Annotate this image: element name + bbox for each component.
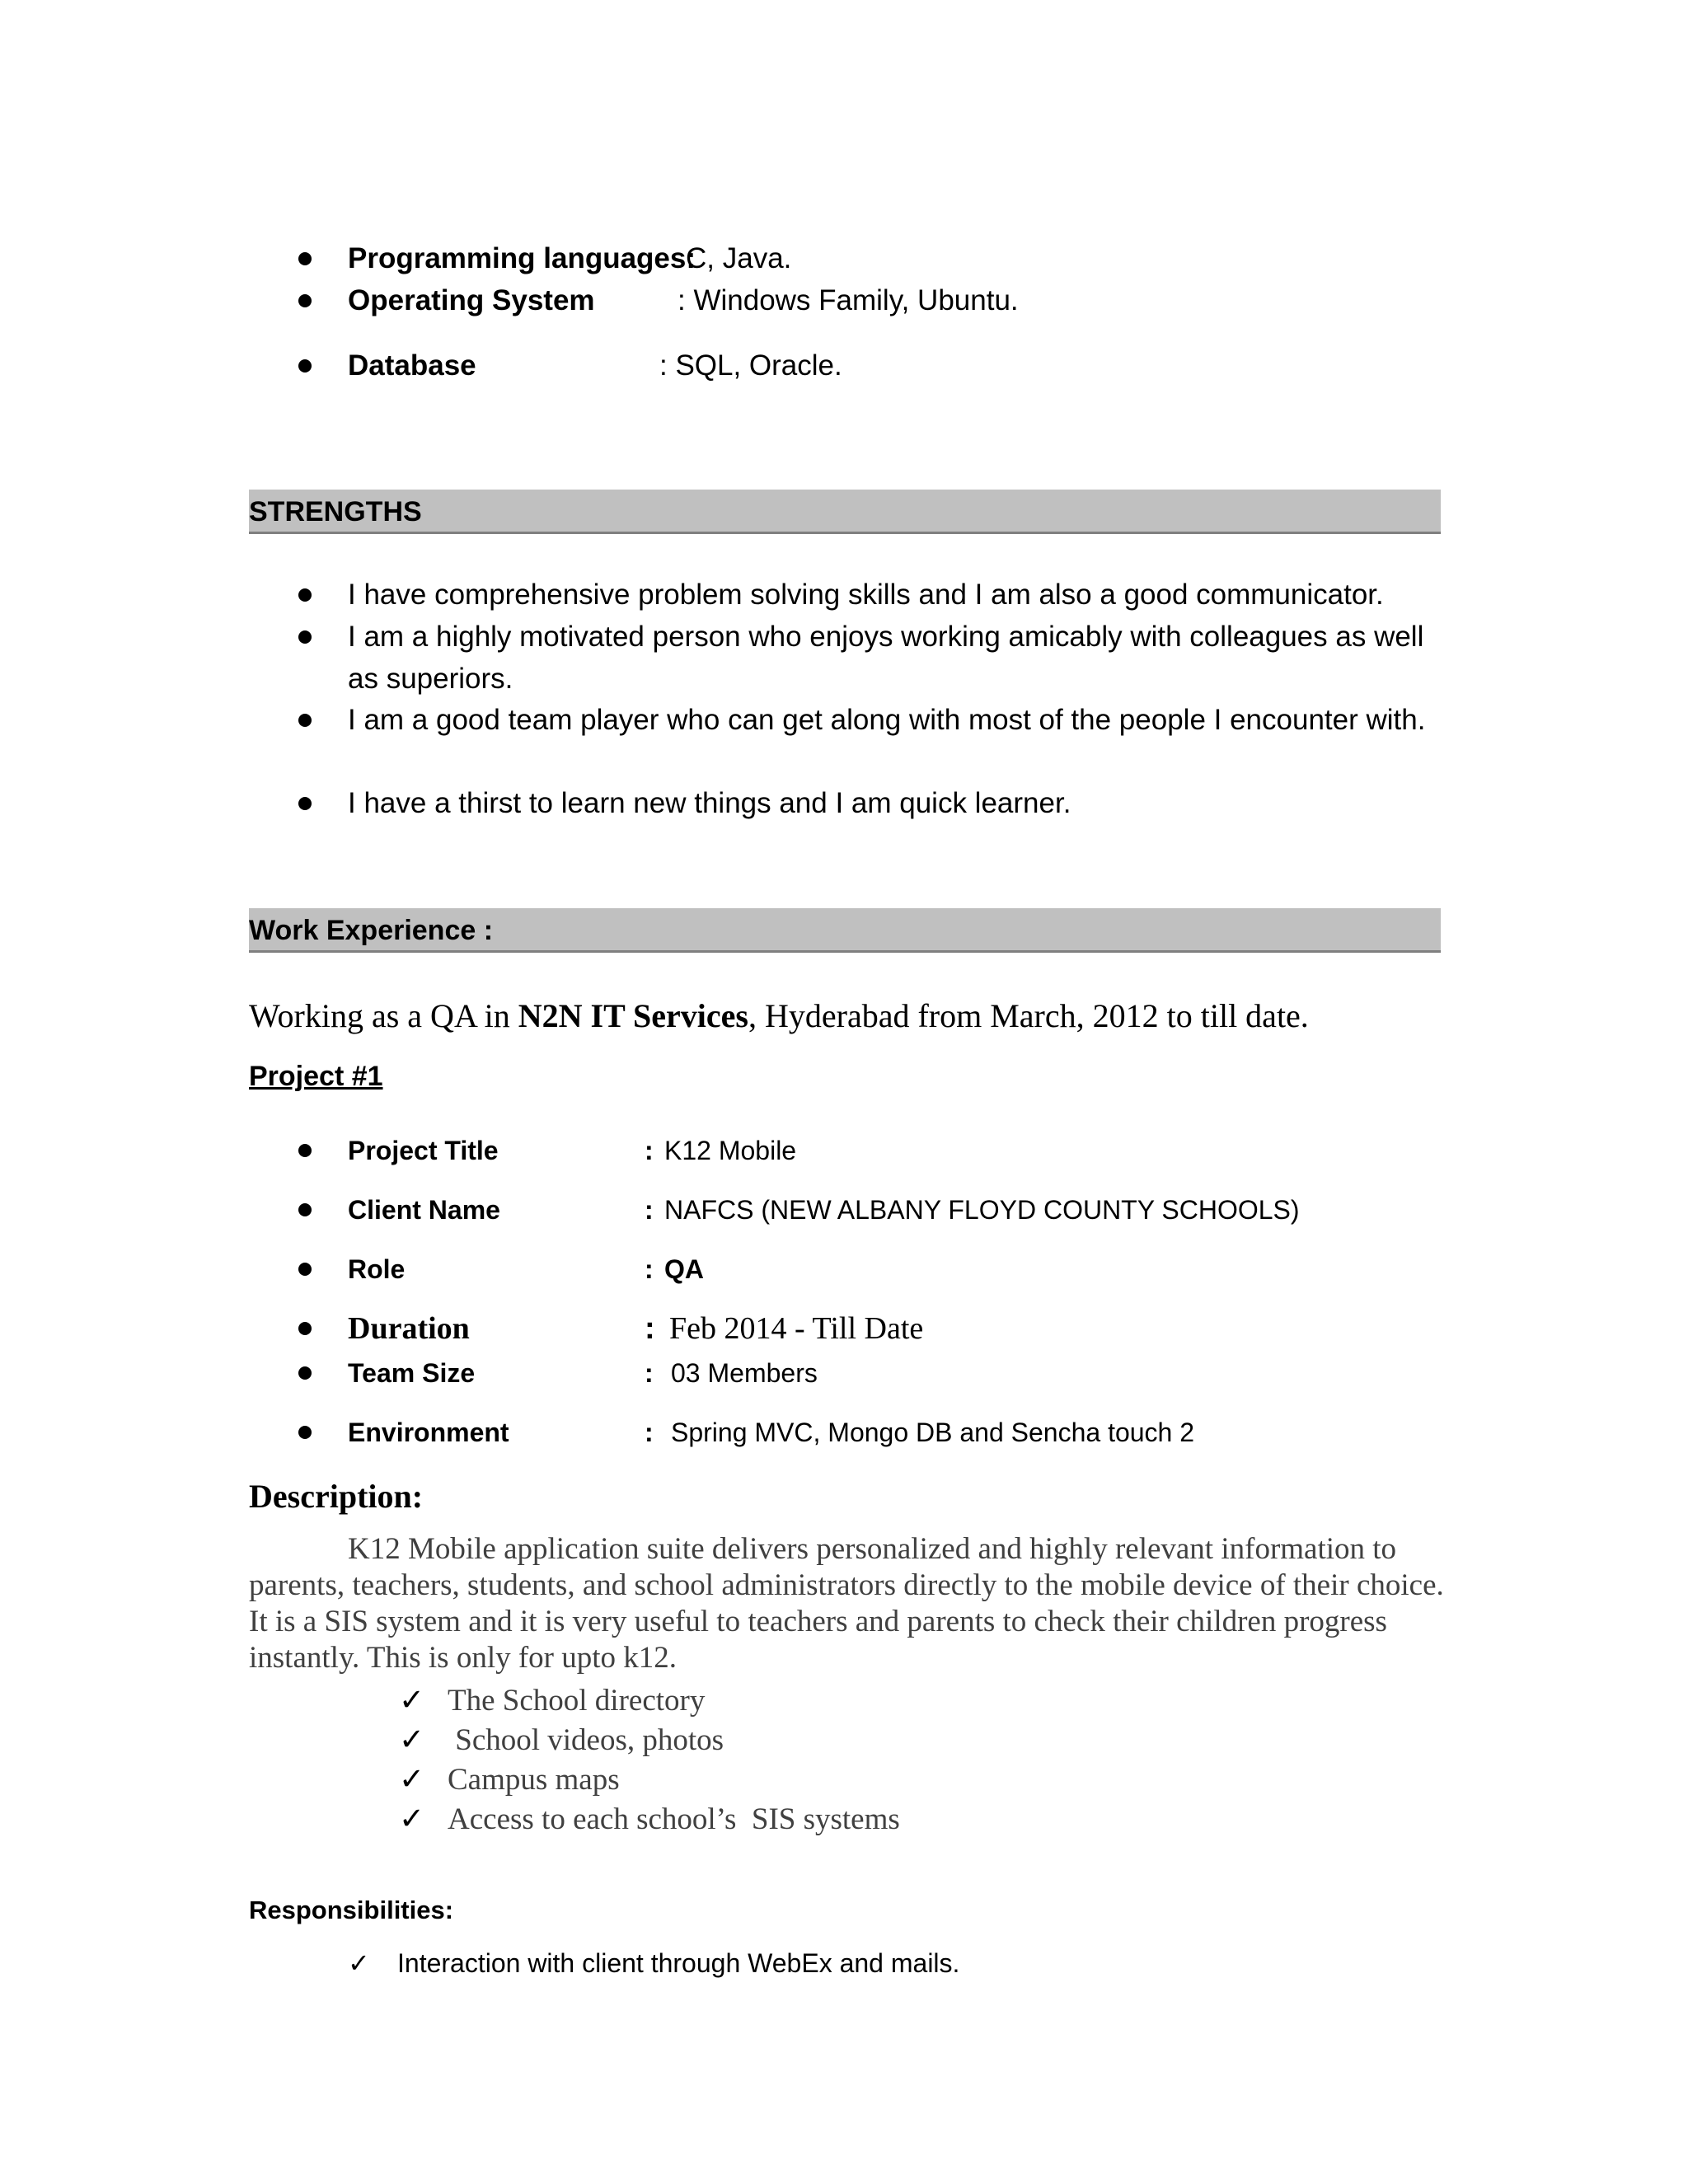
checkmark-icon: ✓ (399, 1723, 425, 1757)
checkmark-icon: ✓ (399, 1763, 425, 1797)
bullet-icon (298, 588, 312, 602)
company-name: N2N IT Services (518, 997, 748, 1034)
field-value: Spring MVC, Mongo DB and Sencha touch 2 (671, 1418, 1195, 1447)
responsibility-text: Interaction with client through WebEx and mails. (397, 1948, 960, 1978)
field-label: Duration (348, 1311, 470, 1346)
strength-text: I am a good team player who can get along with most of the people I encounter with. (348, 704, 1426, 736)
bullet-icon (298, 714, 312, 727)
strength-text: I have a thirst to learn new things and I am quick learner. (348, 787, 1071, 819)
description-heading: Description: (249, 1478, 424, 1515)
skill-label: Programming languages: (348, 242, 696, 274)
strengths-title: STRENGTHS (249, 496, 422, 527)
checkmark-icon: ✓ (348, 1947, 370, 1979)
field-value: 03 Members (671, 1358, 818, 1388)
feature-text: Access to each school’s SIS systems (448, 1802, 900, 1836)
field-colon: : (645, 1254, 654, 1284)
strength-text: I am a highly motivated person who enjoys working amicably with colleagues as well as superiors. (348, 621, 1424, 695)
field-colon: : (645, 1195, 654, 1225)
bullet-icon (298, 1203, 312, 1216)
feature-text: The School directory (448, 1684, 706, 1718)
field-label: Role (348, 1254, 406, 1284)
bullet-icon (298, 1322, 312, 1335)
field-label: Client Name (348, 1195, 500, 1225)
field-colon: : (645, 1418, 654, 1447)
bullet-icon (298, 359, 312, 373)
bullet-icon (298, 252, 312, 265)
field-label: Team Size (348, 1358, 476, 1388)
bullet-icon (298, 630, 312, 644)
field-label: Project Title (348, 1136, 499, 1165)
field-value: NAFCS (NEW ALBANY FLOYD COUNTY SCHOOLS) (664, 1195, 1300, 1225)
field-value: Feb 2014 - Till Date (669, 1311, 924, 1346)
bullet-icon (298, 797, 312, 810)
strength-text: I have comprehensive problem solving skills and I am also a good communicator. (348, 579, 1384, 611)
field-colon: : (645, 1311, 655, 1346)
work-summary (249, 996, 1309, 1037)
description-paragraph: K12 Mobile application suite delivers personalized and highly relevant information to parents, teachers, students, and school administrators directly to the mobile device of their choice. It is a SIS system and it is very useful to teachers and parents to check their children progress instantly. This is only for upto k12. (249, 1532, 1444, 1675)
strengths-header-bar (249, 490, 1441, 534)
feature-text: Campus maps (448, 1763, 620, 1797)
checkmark-icon: ✓ (399, 1802, 425, 1836)
work-prefix: Working as a QA in (249, 997, 518, 1034)
work-suffix: , Hyderabad from March, 2012 to till date. (748, 997, 1309, 1034)
bullet-icon (298, 1426, 312, 1439)
bullet-icon (298, 1144, 312, 1157)
field-label: Environment (348, 1418, 509, 1447)
bullet-icon (298, 294, 312, 307)
work-experience-title: Work Experience : (249, 915, 494, 946)
bullet-icon (298, 1263, 312, 1276)
checkmark-icon: ✓ (399, 1684, 425, 1718)
field-colon: : (645, 1136, 654, 1165)
skill-value: : Windows Family, Ubuntu. (678, 284, 1019, 316)
field-colon: : (645, 1358, 654, 1388)
skill-value: : SQL, Oracle. (659, 349, 842, 382)
project-heading: Project #1 (249, 1061, 383, 1092)
skill-label: Database (348, 349, 476, 382)
responsibilities-heading: Responsibilities: (249, 1896, 454, 1924)
bullet-icon (298, 1366, 312, 1380)
skill-label: Operating System (348, 284, 595, 316)
field-value: K12 Mobile (664, 1136, 797, 1165)
feature-text: School videos, photos (448, 1723, 724, 1757)
field-value: QA (664, 1254, 704, 1284)
skill-value: C, Java. (686, 242, 792, 274)
